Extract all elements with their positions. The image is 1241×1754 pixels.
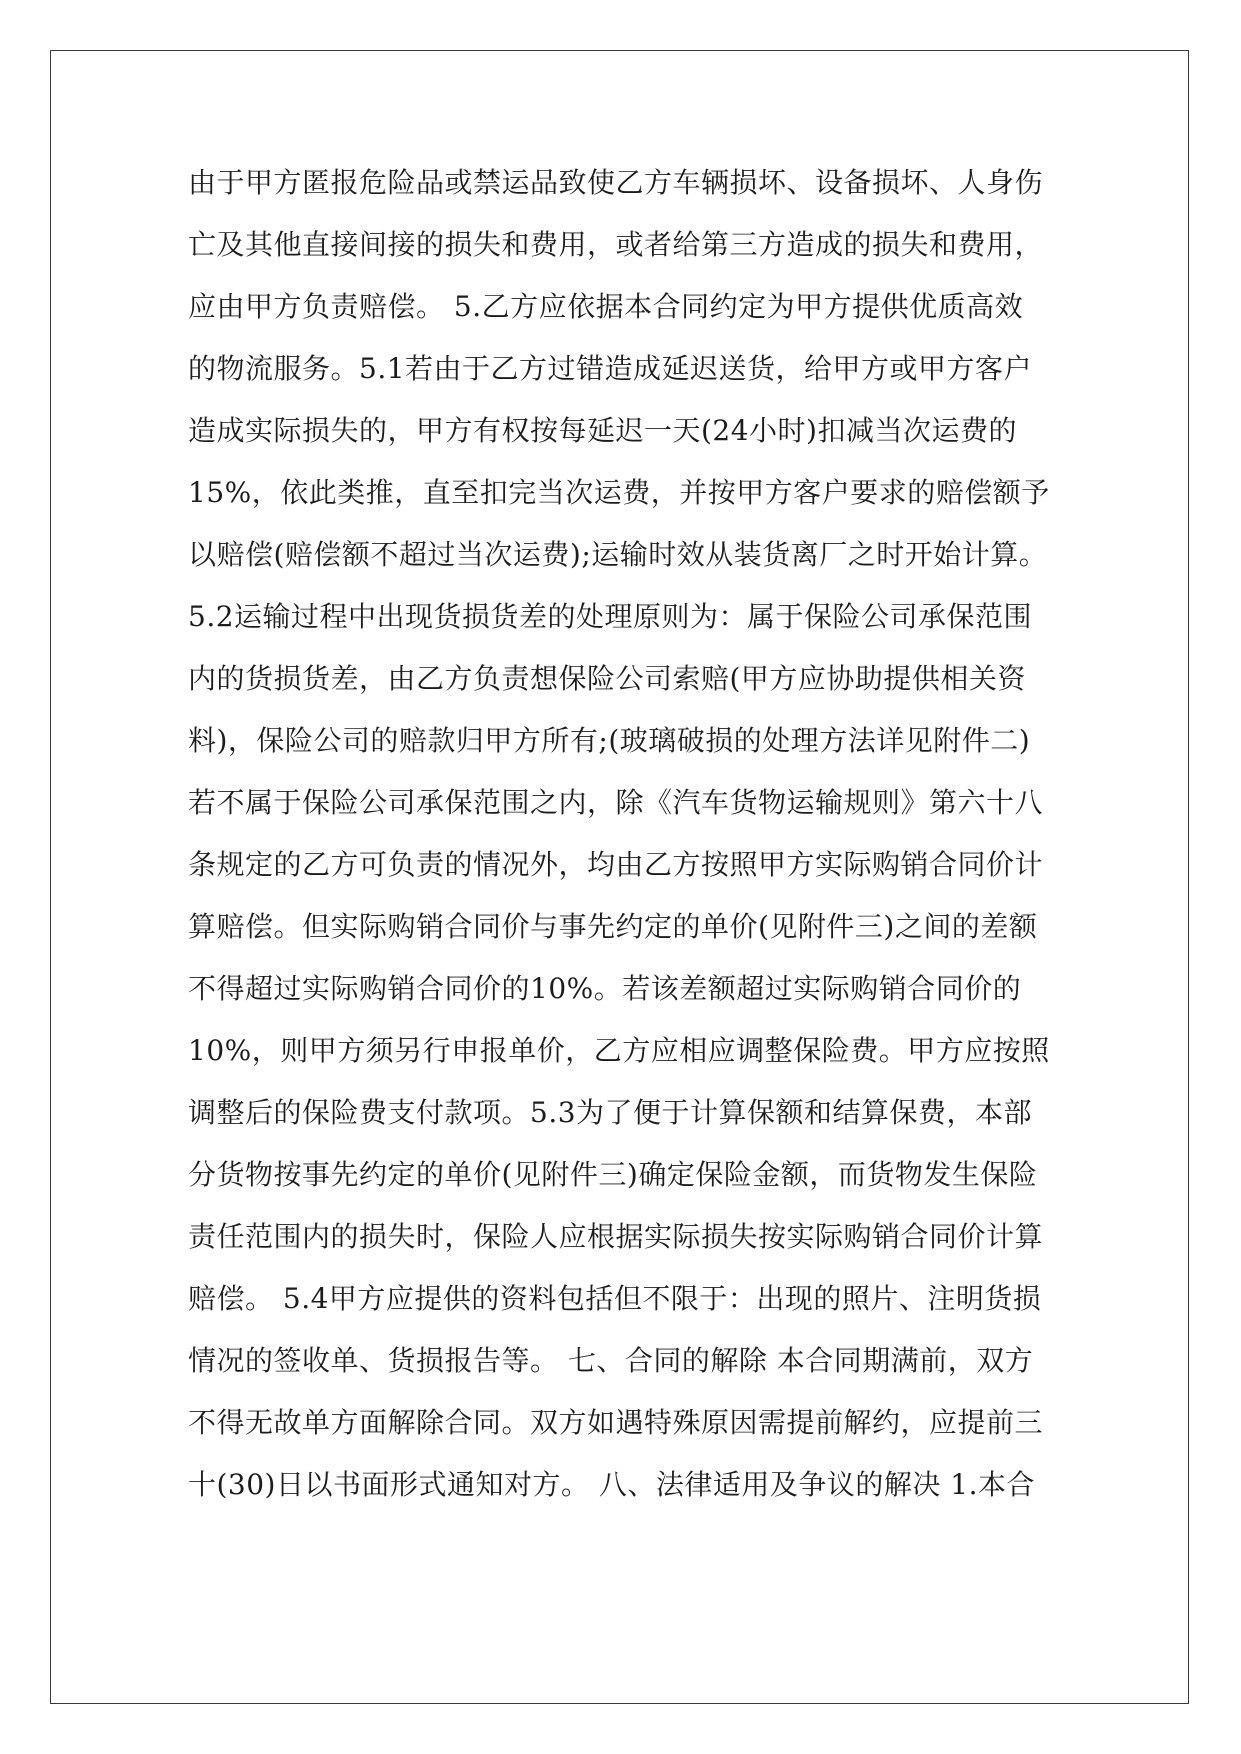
text-line: 十(30)日以书面形式通知对方。 八、法律适用及争议的解决 1.本合 (188, 1468, 1035, 1501)
text-line: 不得无故单方面解除合同。双方如遇特殊原因需提前解约，应提前三 (188, 1406, 1044, 1439)
text-line: 5.2运输过程中出现货损货差的处理原则为：属于保险公司承保范围 (188, 600, 1033, 633)
text-line: 算赔偿。但实际购销合同价与事先约定的单价(见附件三)之间的差额 (188, 910, 1038, 943)
text-line: 调整后的保险费支付款项。5.3为了便于计算保额和结算保费，本部 (188, 1096, 1033, 1129)
text-line: 15%，依此类推，直至扣完当次运费，并按甲方客户要求的赔偿额予 (188, 476, 1050, 509)
text-line: 亡及其他直接间接的损失和费用，或者给第三方造成的损失和费用， (188, 228, 1044, 261)
text-line: 以赔偿(赔偿额不超过当次运费);运输时效从装货离厂之时开始计算。 (188, 538, 1048, 571)
text-line: 条规定的乙方可负责的情况外，均由乙方按照甲方实际购销合同价计 (188, 848, 1044, 881)
text-line: 分货物按事先约定的单价(见附件三)确定保险金额，而货物发生保险 (188, 1158, 1038, 1191)
text-line: 不得超过实际购销合同价的10%。若该差额超过实际购销合同价的 (188, 972, 1022, 1005)
text-line: 料)，保险公司的赔款归甲方所有;(玻璃破损的处理方法详见附件二) (188, 724, 1031, 757)
text-line: 由于甲方匿报危险品或禁运品致使乙方车辆损坏、设备损坏、人身伤 (188, 166, 1044, 199)
text-line: 情况的签收单、货损报告等。 七、合同的解除 本合同期满前，双方 (188, 1344, 1034, 1377)
text-line: 责任范围内的损失时，保险人应根据实际损失按实际购销合同价计算 (188, 1220, 1044, 1253)
text-line: 若不属于保险公司承保范围之内，除《汽车货物运输规则》第六十八 (188, 786, 1044, 819)
text-line: 内的货损货差，由乙方负责想保险公司索赔(甲方应协助提供相关资 (188, 662, 1026, 695)
text-line: 应由甲方负责赔偿。 5.乙方应依据本合同约定为甲方提供优质高效 (188, 290, 1024, 323)
text-line: 赔偿。 5.4甲方应提供的资料包括但不限于：出现的照片、注明货损 (188, 1282, 1042, 1315)
text-line: 造成实际损失的，甲方有权按每延迟一天(24小时)扣减当次运费的 (188, 414, 1017, 447)
text-line: 10%，则甲方须另行申报单价，乙方应相应调整保险费。甲方应按照 (188, 1034, 1050, 1067)
text-line: 的物流服务。5.1若由于乙方过错造成延迟送货，给甲方或甲方客户 (188, 352, 1033, 385)
